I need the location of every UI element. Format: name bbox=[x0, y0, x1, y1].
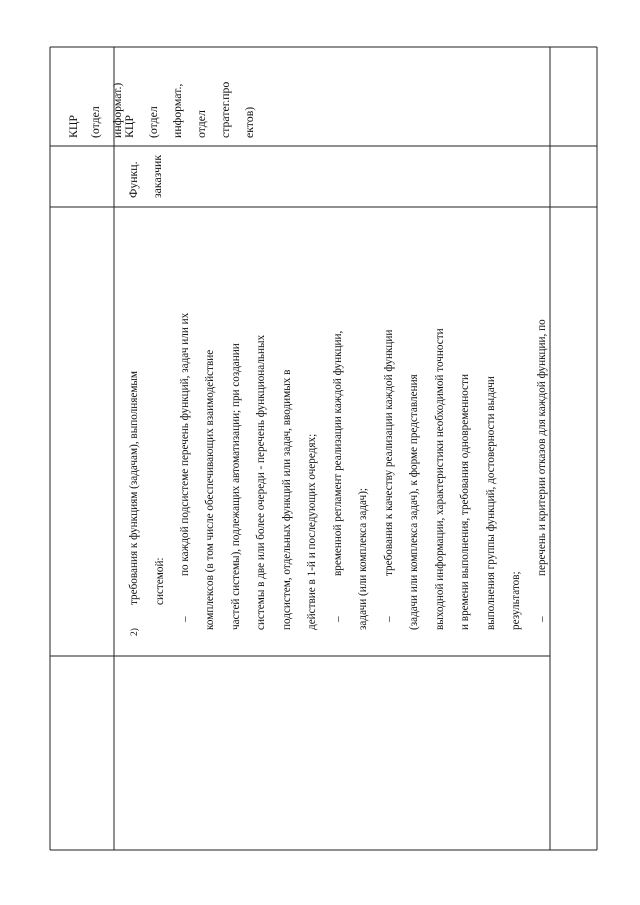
responsible-label: (отдел bbox=[88, 106, 102, 138]
role-label: Функц. bbox=[126, 161, 140, 198]
responsible-label: КЦР bbox=[66, 115, 80, 138]
responsible-label: КЦР bbox=[122, 115, 136, 138]
responsible-label: ектов) bbox=[242, 106, 256, 138]
text-line: (задачи или комплекса задач), к форме представления bbox=[408, 374, 420, 630]
responsible-label: (отдел bbox=[146, 106, 160, 138]
text-line: перечень и критерии отказов для каждой функции, по bbox=[536, 319, 548, 576]
text-line: и времени выполнения, требования одновременности bbox=[459, 374, 471, 630]
list-dash: – bbox=[383, 616, 395, 622]
responsible-label: информат., bbox=[170, 83, 184, 138]
responsible-label: стратег.про bbox=[218, 81, 232, 138]
text-line: системой: bbox=[154, 557, 166, 605]
text-line: подсистем, отдельных функций или задач, вводимых в bbox=[281, 369, 293, 630]
text-line: результатов; bbox=[510, 571, 522, 630]
item-number-label: 2) bbox=[130, 628, 140, 636]
text-line: временной регламент реализации каждой функции, bbox=[332, 330, 344, 576]
text-line: действие в 1-й и последующих очередях; bbox=[306, 433, 318, 630]
text-line: задачи (или комплекса задач); bbox=[357, 487, 369, 630]
text-line: частей системы), подлежащих автоматизации; при создании bbox=[230, 343, 242, 630]
list-dash: – bbox=[179, 616, 191, 622]
responsible-label: информат.) bbox=[110, 82, 124, 138]
list-dash: – bbox=[332, 616, 344, 622]
text-line: требования к функциям (задачам), выполняемым bbox=[128, 370, 140, 605]
text-line: выходной информации, характеристики необходимой точности bbox=[434, 328, 446, 630]
role-label: заказчик bbox=[150, 154, 164, 198]
text-line: по каждой подсистеме перечень функций, задач или их bbox=[179, 312, 191, 576]
responsible-label: отдел bbox=[194, 110, 208, 138]
text-line: системы в две или более очереди - перечень функциональных bbox=[255, 334, 267, 630]
text-line: выполнения группы функций, достоверности выдачи bbox=[485, 376, 497, 630]
list-dash: – bbox=[536, 616, 548, 622]
text-line: комплексов (в том числе обеспечивающих взаимодействие bbox=[204, 349, 216, 630]
text-line: требования к качеству реализации каждой функции bbox=[383, 329, 395, 576]
